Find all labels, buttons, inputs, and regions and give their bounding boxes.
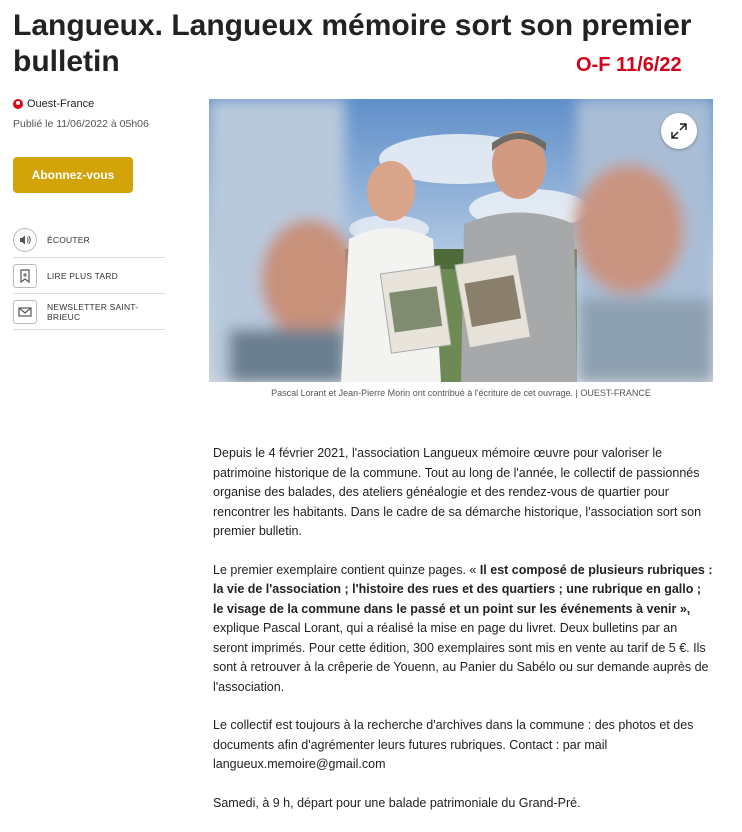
source-name[interactable]: Ouest-France [27, 98, 95, 110]
envelope-icon [13, 300, 37, 324]
paragraph-2-intro: Le premier exemplaire contient quinze pages. « [213, 562, 480, 577]
paragraph-2 [213, 561, 713, 698]
paragraph-2-rest: explique Pascal Lorant, qui a réalisé la mise en page du livret. Deux bulletins par an seront imprimés. Pour cette édition, 300 exemplaires sont mis en vente au tarif de 5 €. Ils sont à retrouver à la crêperie de Youenn, au Panier du Sabélo ou sur demande auprès de l'association. [213, 621, 709, 694]
ouest-france-logo-icon [13, 99, 23, 109]
photo-scene [209, 99, 713, 382]
bookmark-icon [13, 264, 37, 288]
paragraph-4: Samedi, à 9 h, départ pour une balade patrimoniale du Grand-Pré. [213, 795, 581, 810]
source-line [13, 98, 94, 110]
listen-action[interactable] [13, 222, 165, 258]
read-later-action[interactable] [13, 258, 165, 294]
speaker-icon [13, 228, 37, 252]
article-body [213, 444, 713, 832]
newsletter-label: NEWSLETTER SAINT-BRIEUC [47, 301, 139, 322]
listen-label: ÉCOUTER [47, 234, 90, 245]
paragraph-3: Le collectif est toujours à la recherche d'archives dans la commune : des photos et des documents afin d'agrémenter leurs futures rubriques. Contact : par mail langueux.memoire@gmail.com [213, 718, 694, 771]
article-photo[interactable] [209, 99, 713, 382]
expand-photo-button[interactable] [661, 113, 697, 149]
article-actions [13, 222, 165, 330]
photo-caption: Pascal Lorant et Jean-Pierre Morin ont contribué à l'écriture de cet ouvrage. | OUEST-FRANCE [271, 388, 651, 398]
paragraph-1: Depuis le 4 février 2021, l'association Langueux mémoire œuvre pour valoriser le patrimoine historique de la commune. Tout au long de l'année, le collectif de passionnés organise des balades, des ateliers généalogie et des rendez-vous de quartier pour rencontrer les habitants. Dans le cadre de sa démarche historique, l'association sort son premier bulletin. [213, 446, 702, 538]
expand-arrows-icon [670, 122, 688, 140]
paragraph-2-quote: Il est composé de plusieurs rubriques : la vie de l'association ; l'histoire des rues et des quartiers ; une rubrique en gallo ; le visage de la commune dans le passé et un point sur les événements à venir », [213, 562, 713, 616]
subscribe-button[interactable]: Abonnez-vous [13, 157, 133, 193]
handwritten-source-stamp: O-F 11/6/22 [576, 54, 682, 76]
newsletter-action[interactable] [13, 294, 165, 330]
article-headline: Langueux. Langueux mémoire sort son premier bulletin [13, 9, 692, 78]
read-later-label: LIRE PLUS TARD [47, 270, 118, 281]
publish-date: Publié le 11/06/2022 à 05h06 [13, 118, 149, 130]
